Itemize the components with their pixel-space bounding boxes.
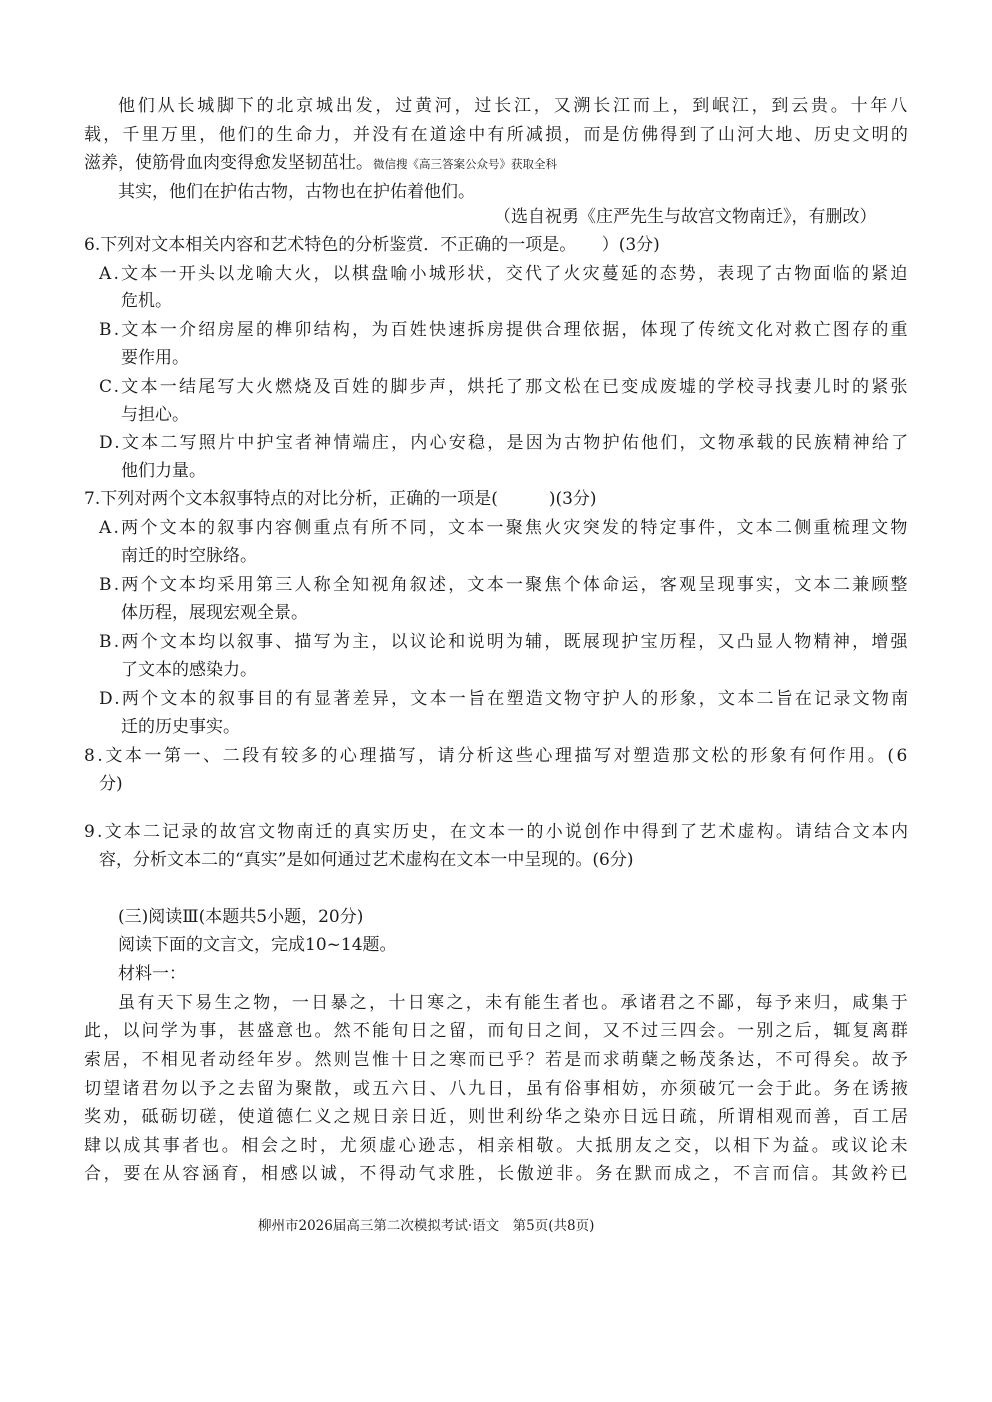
source-citation: （选自祝勇《庄严先生与故宫文物南迁》，有删改） [494,207,877,227]
question-9-stem-cont: 容，分析文本二的“真实”是如何通过艺术虚构在文本一中呈现的。(6分) [99,850,634,870]
q6-option-a-cont: 危机。 [121,291,172,311]
passage-line [84,152,557,175]
classical-text-line: 虽有天下易生之物，一日暴之，十日寒之，未有能生者也。承诸君之不鄙，每予来归，咸集于 [118,993,911,1013]
q6-option-b: B.文本一介绍房屋的榫卯结构，为百姓快速拆房提供合理依据，体现了传统文化对救亡图存的重 [99,320,910,340]
q7-option-a: A.两个文本的叙事内容侧重点有所不同，文本一聚焦火灾突发的特定事件，文本二侧重梳理文物 [99,518,910,538]
passage-line-text: 滋养，使筋骨血肉变得愈发坚韧茁壮。 [84,153,373,173]
section-instruction: 阅读下面的文言文，完成10~14题。 [118,935,397,955]
classical-text-line: 奖劝，砥砺切磋，使道德仁义之规日亲日近，则世利纷华之染亦日远日疏，所谓相观而善，百工居 [84,1107,911,1127]
question-8-stem-cont: 分) [99,774,123,794]
question-7-stem: 7.下列对两个文本叙事特点的对比分析，正确的一项是( )(3分) [84,489,597,509]
question-9-stem: 9.文本二记录的故宫文物南迁的真实历史，在文本一的小说创作中得到了艺术虚构。请结合文本内 [84,822,911,842]
classical-text-line: 索居，不相见者动经年岁。然则岂惟十日之寒而已乎？若是而求萌蘖之畅茂条达，不可得矣。故予 [84,1050,911,1070]
q7-option-d-cont: 迁的历史事实。 [121,717,240,737]
q6-option-c-cont: 与担心。 [121,405,189,425]
passage-line: 他们从长城脚下的北京城出发，过黄河，过长江，又溯长江而上，到岷江，到云贵。十年八 [118,96,910,116]
q6-option-b-cont: 要作用。 [121,348,189,368]
classical-text-line: 切望诸君勿以予之去留为聚散，或五六日、八九日，虽有俗事相妨，亦须破冗一会于此。务在诱掖 [84,1079,911,1099]
q7-option-a-cont: 南迁的时空脉络。 [121,546,257,566]
q7-option-b-cont: 体历程，展现宏观全景。 [121,603,308,623]
q6-option-d-cont: 他们力量。 [121,461,206,481]
q7-option-c-cont: 了文本的感染力。 [121,660,257,680]
passage-line: 载，千里万里，他们的生命力，并没有在道途中有所减损，而是仿佛得到了山河大地、历史文明的 [84,125,911,145]
watermark-text: 微信搜《高三答案公众号》获取全科 [373,157,557,171]
q6-option-d: D.文本二写照片中护宝者神情端庄，内心安稳，是因为古物护佑他们，文物承载的民族精神给了 [99,433,911,453]
section-heading: (三)阅读Ⅲ(本题共5小题，20分) [118,907,364,927]
q7-option-b: B.两个文本均采用第三人称全知视角叙述，文本一聚焦个体命运，客观呈现事实，文本二兼顾整 [99,575,910,595]
q7-option-d: D.两个文本的叙事目的有显著差异，文本一旨在塑造文物守护人的形象，文本二旨在记录文物南 [99,689,911,709]
passage-line: 其实，他们在护佑古物，古物也在护佑着他们。 [118,182,475,202]
question-6-stem: 6.下列对文本相关内容和艺术特色的分析鉴赏．不正确的一项是。 ）(3分) [84,235,660,255]
q6-option-a: A.文本一开头以龙喻大火，以棋盘喻小城形状，交代了火灾蔓延的态势，表现了古物面临的紧迫 [99,264,910,284]
page-footer: 柳州市2026届高三第二次模拟考试·语文 第5页(共8页) [258,1218,595,1234]
classical-text-line: 此，以问学为事，甚盛意也。然不能旬日之留，而旬日之间，又不过三四会。一别之后，辄复离群 [84,1021,911,1041]
classical-text-line: 肆以成其事者也。相会之时，尤须虚心逊志，相亲相敬。大抵朋友之交，以相下为益。或议论未 [84,1136,911,1156]
q6-option-c: C.文本一结尾写大火燃烧及百姓的脚步声，烘托了那文松在已变成废墟的学校寻找妻儿时的紧张 [99,377,910,397]
material-label: 材料一： [118,964,186,984]
classical-text-line: 合，要在从容涵育，相感以诚，不得动气求胜，长傲逆非。务在默而成之，不言而信。其敛衿已 [84,1164,911,1184]
q7-option-c: B.两个文本均以叙事、描写为主，以议论和说明为辅，既展现护宝历程，又凸显人物精神，增强 [99,632,910,652]
question-8-stem: 8.文本一第一、二段有较多的心理描写，请分析这些心理描写对塑造那文松的形象有何作用。(6 [84,746,910,766]
